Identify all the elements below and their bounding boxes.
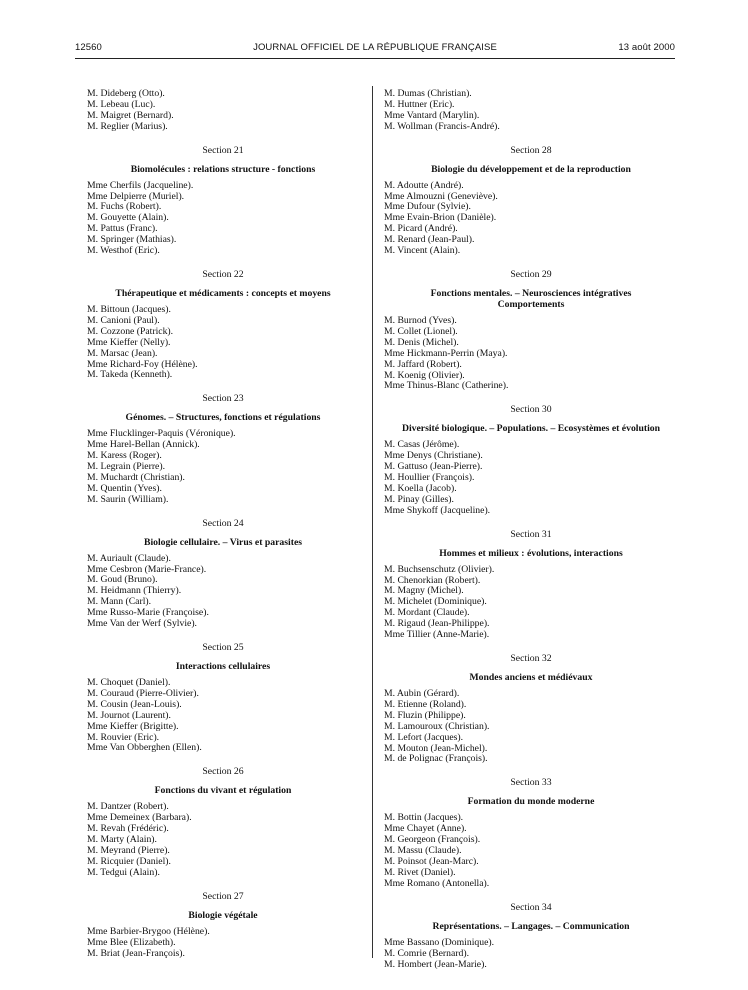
member-name: M. Heidmann (Thierry). <box>87 585 182 597</box>
member-name: M. Dumas (Christian). <box>384 88 472 99</box>
member-name: M. Mordant (Claude). <box>384 607 470 619</box>
section-number: Section 31 <box>510 528 552 540</box>
continued-member-list <box>384 89 678 133</box>
section-block <box>87 145 359 257</box>
member-list <box>384 565 678 641</box>
member-name: Mme Chayet (Anne). <box>384 823 467 835</box>
member-name: M. Dideberg (Otto). <box>87 88 165 99</box>
member-name: M. Etienne (Roland). <box>384 698 467 710</box>
member-name: M. Picard (André). <box>384 223 458 235</box>
right-column <box>384 89 678 970</box>
section-number: Section 23 <box>202 393 244 405</box>
section-number: Section 24 <box>202 517 244 529</box>
section-block <box>384 653 678 765</box>
member-name: Mme Dufour (Sylvie). <box>384 201 471 213</box>
section-title <box>376 921 686 932</box>
member-name: Mme Russo-Marie (Françoise). <box>87 607 209 619</box>
section-block <box>87 891 359 960</box>
continued-member-list <box>87 89 359 133</box>
member-list <box>87 181 359 257</box>
section-title <box>87 910 359 921</box>
member-name: M. Adoutte (André). <box>384 179 464 191</box>
member-name: M. Maigret (Bernard). <box>87 109 174 121</box>
section-block <box>87 766 359 878</box>
member-name: M. Jaffard (Robert). <box>384 358 462 370</box>
section-title-line: Thérapeutique et médicaments : concepts et moyens <box>115 287 331 299</box>
section-title-line: Biologie végétale <box>188 909 258 921</box>
member-name: M. Buchsenschutz (Olivier). <box>384 563 495 575</box>
section-title-line: Comportements <box>497 298 565 310</box>
member-name: Mme Harel-Bellan (Annick). <box>87 439 200 451</box>
member-name: M. Revah (Frédéric). <box>87 823 169 835</box>
section-number: Section 28 <box>510 144 552 156</box>
member-name: M. Marty (Alain). <box>87 834 157 846</box>
section-title-line: Fonctions du vivant et régulation <box>154 785 292 797</box>
member-name: Mme Almouzni (Geneviève). <box>384 190 498 202</box>
section-title <box>376 288 686 310</box>
member-name: M. Dantzer (Robert). <box>87 801 169 813</box>
member-name: M. Koenig (Olivier). <box>384 369 465 381</box>
member-name: Mme Blee (Elizabeth). <box>87 936 176 948</box>
section-title-line: Fonctions mentales. – Neurosciences intégratives <box>430 287 632 299</box>
member-name: M. Fluzin (Philippe). <box>384 709 466 721</box>
member-name: M. Marsac (Jean). <box>87 347 158 359</box>
member-name: M. Georgeon (François). <box>384 834 481 846</box>
member-name: M. Pattus (Franc). <box>87 223 158 235</box>
section-number: Section 22 <box>202 268 244 280</box>
member-list <box>384 813 678 889</box>
section-block <box>384 145 678 257</box>
member-name: M. Poinsot (Jean-Marc). <box>384 855 479 867</box>
member-name: M. Renard (Jean-Paul). <box>384 234 475 246</box>
member-name: M. Takeda (Kenneth). <box>87 369 173 381</box>
section-number: Section 33 <box>510 777 552 789</box>
member-list <box>384 689 678 765</box>
member-list <box>384 938 678 971</box>
section-number: Section 25 <box>202 642 244 653</box>
member-name: Mme Denys (Christiane). <box>384 450 483 462</box>
member-list <box>384 440 678 516</box>
section-title-line: Diversité biologique. – Populations. – Ecosystèmes et évolution <box>401 423 661 435</box>
member-name: M. Michelet (Dominique). <box>384 596 487 608</box>
section-title <box>87 785 359 796</box>
member-name: Mme Shykoff (Jacqueline). <box>384 504 491 516</box>
section-title <box>87 537 359 548</box>
publication-date: 13 août 2000 <box>618 42 675 53</box>
member-list <box>87 678 359 754</box>
section-title <box>376 164 686 175</box>
member-name: M. Lefort (Jacques). <box>384 731 464 743</box>
section-title-line: Représentations. – Langages. – Communication <box>432 920 630 932</box>
member-name: M. Magny (Michel). <box>384 585 464 597</box>
member-name: Mme Bassano (Dominique). <box>384 936 495 948</box>
header-rule <box>75 58 675 59</box>
member-name: M. Meyrand (Pierre). <box>87 844 170 856</box>
member-name: M. Briat (Jean-François). <box>87 947 185 959</box>
member-name: M. Rivet (Daniel). <box>384 866 456 878</box>
member-name: M. Huttner (Eric). <box>384 98 455 110</box>
section-block <box>384 902 678 971</box>
member-name: Mme Cherfils (Jacqueline). <box>87 179 194 191</box>
member-name: Mme Richard-Foy (Hélène). <box>87 358 198 370</box>
member-list <box>87 802 359 878</box>
member-list <box>87 554 359 630</box>
member-name: M. Rouvier (Eric). <box>87 731 160 743</box>
member-name: M. Karess (Roger). <box>87 450 162 462</box>
section-block <box>384 269 678 392</box>
member-list <box>87 927 359 960</box>
member-name: Mme Delpierre (Muriel). <box>87 190 185 202</box>
member-name: M. Comrie (Bernard). <box>384 947 470 959</box>
section-title-line: Mondes anciens et médiévaux <box>469 672 593 683</box>
section-title <box>376 796 686 807</box>
member-name: Mme Vantard (Marylin). <box>384 109 480 121</box>
member-name: M. Bittoun (Jacques). <box>87 303 171 315</box>
member-name: M. Wollman (Francis-André). <box>384 120 500 132</box>
section-block <box>87 269 359 381</box>
member-name: M. Saurin (William). <box>87 493 169 505</box>
section-number: Section 30 <box>510 404 552 416</box>
member-name: Mme Evain-Brion (Danièle). <box>384 212 497 224</box>
section-block <box>87 642 359 754</box>
member-name: M. Rigaud (Jean-Philippe). <box>384 618 490 630</box>
member-name: M. de Polignac (François). <box>384 753 488 765</box>
section-title-line: Biologie du développement et de la reproduction <box>431 163 631 175</box>
section-number: Section 26 <box>202 766 244 778</box>
member-name: M. Bottin (Jacques). <box>384 812 464 824</box>
section-title-line: Biomolécules : relations structure - fonctions <box>130 163 316 175</box>
member-name: M. Choquet (Daniel). <box>87 677 171 688</box>
member-list <box>87 429 359 505</box>
member-name: M. Cousin (Jean-Louis). <box>87 698 182 710</box>
section-title-line: Génomes. – Structures, fonctions et régulations <box>125 412 321 424</box>
member-name: Mme Demeinex (Barbara). <box>87 812 192 824</box>
member-name: Mme Van Obberghen (Ellen). <box>87 742 202 754</box>
member-list <box>87 305 359 381</box>
section-block <box>384 404 678 516</box>
member-name: M. Canioni (Paul). <box>87 314 160 326</box>
member-name: M. Koella (Jacob). <box>384 482 457 494</box>
journal-title: JOURNAL OFFICIEL DE LA RÉPUBLIQUE FRANÇAISE <box>253 42 497 53</box>
member-name: M. Vincent (Alain). <box>384 245 461 257</box>
section-block <box>87 518 359 630</box>
section-title <box>376 423 686 434</box>
member-name: M. Chenorkian (Robert). <box>384 574 481 586</box>
page-number: 12560 <box>75 42 102 53</box>
section-title-line: Formation du monde moderne <box>467 796 595 808</box>
member-list <box>384 181 678 257</box>
member-name: M. Auriault (Claude). <box>87 552 171 564</box>
member-name: M. Cozzone (Patrick). <box>87 325 174 337</box>
section-title <box>87 288 359 299</box>
member-name: Mme Kieffer (Brigitte). <box>87 720 179 732</box>
member-name: M. Pinay (Gilles). <box>384 493 454 505</box>
section-title-line: Biologie cellulaire. – Virus et parasites <box>143 536 303 548</box>
section-title <box>87 661 359 672</box>
member-name: Mme Cesbron (Marie-France). <box>87 563 207 575</box>
section-title-line: Hommes et milieux : évolutions, interactions <box>439 547 623 559</box>
section-block <box>87 393 359 505</box>
member-name: M. Mann (Carl). <box>87 596 152 608</box>
member-name: M. Ricquier (Daniel). <box>87 855 171 867</box>
member-name: Mme Tillier (Anne-Marie). <box>384 629 490 641</box>
member-name: Mme Flucklinger-Paquis (Véronique). <box>87 428 236 440</box>
section-title <box>87 412 359 423</box>
section-number: Section 27 <box>202 890 244 902</box>
member-name: Mme Romano (Antonella). <box>384 877 490 889</box>
member-name: M. Reglier (Marius). <box>87 120 168 132</box>
member-list <box>384 316 678 392</box>
member-name: M. Gattuso (Jean-Pierre). <box>384 461 483 473</box>
member-name: M. Lebeau (Luc). <box>87 98 156 110</box>
member-name: M. Westhof (Eric). <box>87 245 160 257</box>
member-name: M. Lamouroux (Christian). <box>384 720 490 732</box>
member-name: M. Legrain (Pierre). <box>87 461 166 473</box>
section-number: Section 32 <box>510 653 552 664</box>
member-name: M. Muchardt (Christian). <box>87 471 185 483</box>
member-name: Mme Barbier-Brygoo (Hélène). <box>87 925 210 937</box>
member-name: M. Fuchs (Robert). <box>87 201 162 213</box>
member-name: M. Casas (Jérôme). <box>384 439 460 451</box>
member-name: M. Springer (Mathias). <box>87 234 177 246</box>
member-name: M. Tedgui (Alain). <box>87 866 160 878</box>
member-name: M. Denis (Michel). <box>384 336 459 348</box>
member-name: M. Hombert (Jean-Marie). <box>384 958 487 970</box>
section-block <box>384 777 678 889</box>
member-name: M. Aubin (Gérard). <box>384 688 460 699</box>
member-name: M. Gouyette (Alain). <box>87 212 169 224</box>
member-name: Mme Van der Werf (Sylvie). <box>87 618 197 630</box>
member-name: M. Massu (Claude). <box>384 845 462 857</box>
member-name: Mme Kieffer (Nelly). <box>87 336 171 348</box>
section-block <box>384 529 678 641</box>
column-divider <box>372 86 373 958</box>
section-number: Section 29 <box>510 268 552 280</box>
left-column <box>87 89 359 959</box>
member-name: Mme Hickmann-Perrin (Maya). <box>384 347 508 359</box>
member-name: M. Couraud (Pierre-Olivier). <box>87 687 199 699</box>
member-name: M. Burnod (Yves). <box>384 314 457 326</box>
section-title <box>376 672 686 683</box>
section-number: Section 34 <box>510 901 552 913</box>
member-name: M. Quentin (Yves). <box>87 482 162 494</box>
member-name: M. Houllier (François). <box>384 472 475 484</box>
page-header <box>75 42 675 56</box>
member-name: M. Journot (Laurent). <box>87 709 171 721</box>
section-title-line: Interactions cellulaires <box>175 661 271 672</box>
member-name: M. Goud (Bruno). <box>87 574 158 586</box>
section-number: Section 21 <box>202 144 244 156</box>
member-name: M. Collet (Lionel). <box>384 325 458 337</box>
section-title <box>376 548 686 559</box>
member-name: Mme Thinus-Blanc (Catherine). <box>384 380 509 392</box>
section-title <box>87 164 359 175</box>
member-name: M. Mouton (Jean-Michel). <box>384 742 488 754</box>
